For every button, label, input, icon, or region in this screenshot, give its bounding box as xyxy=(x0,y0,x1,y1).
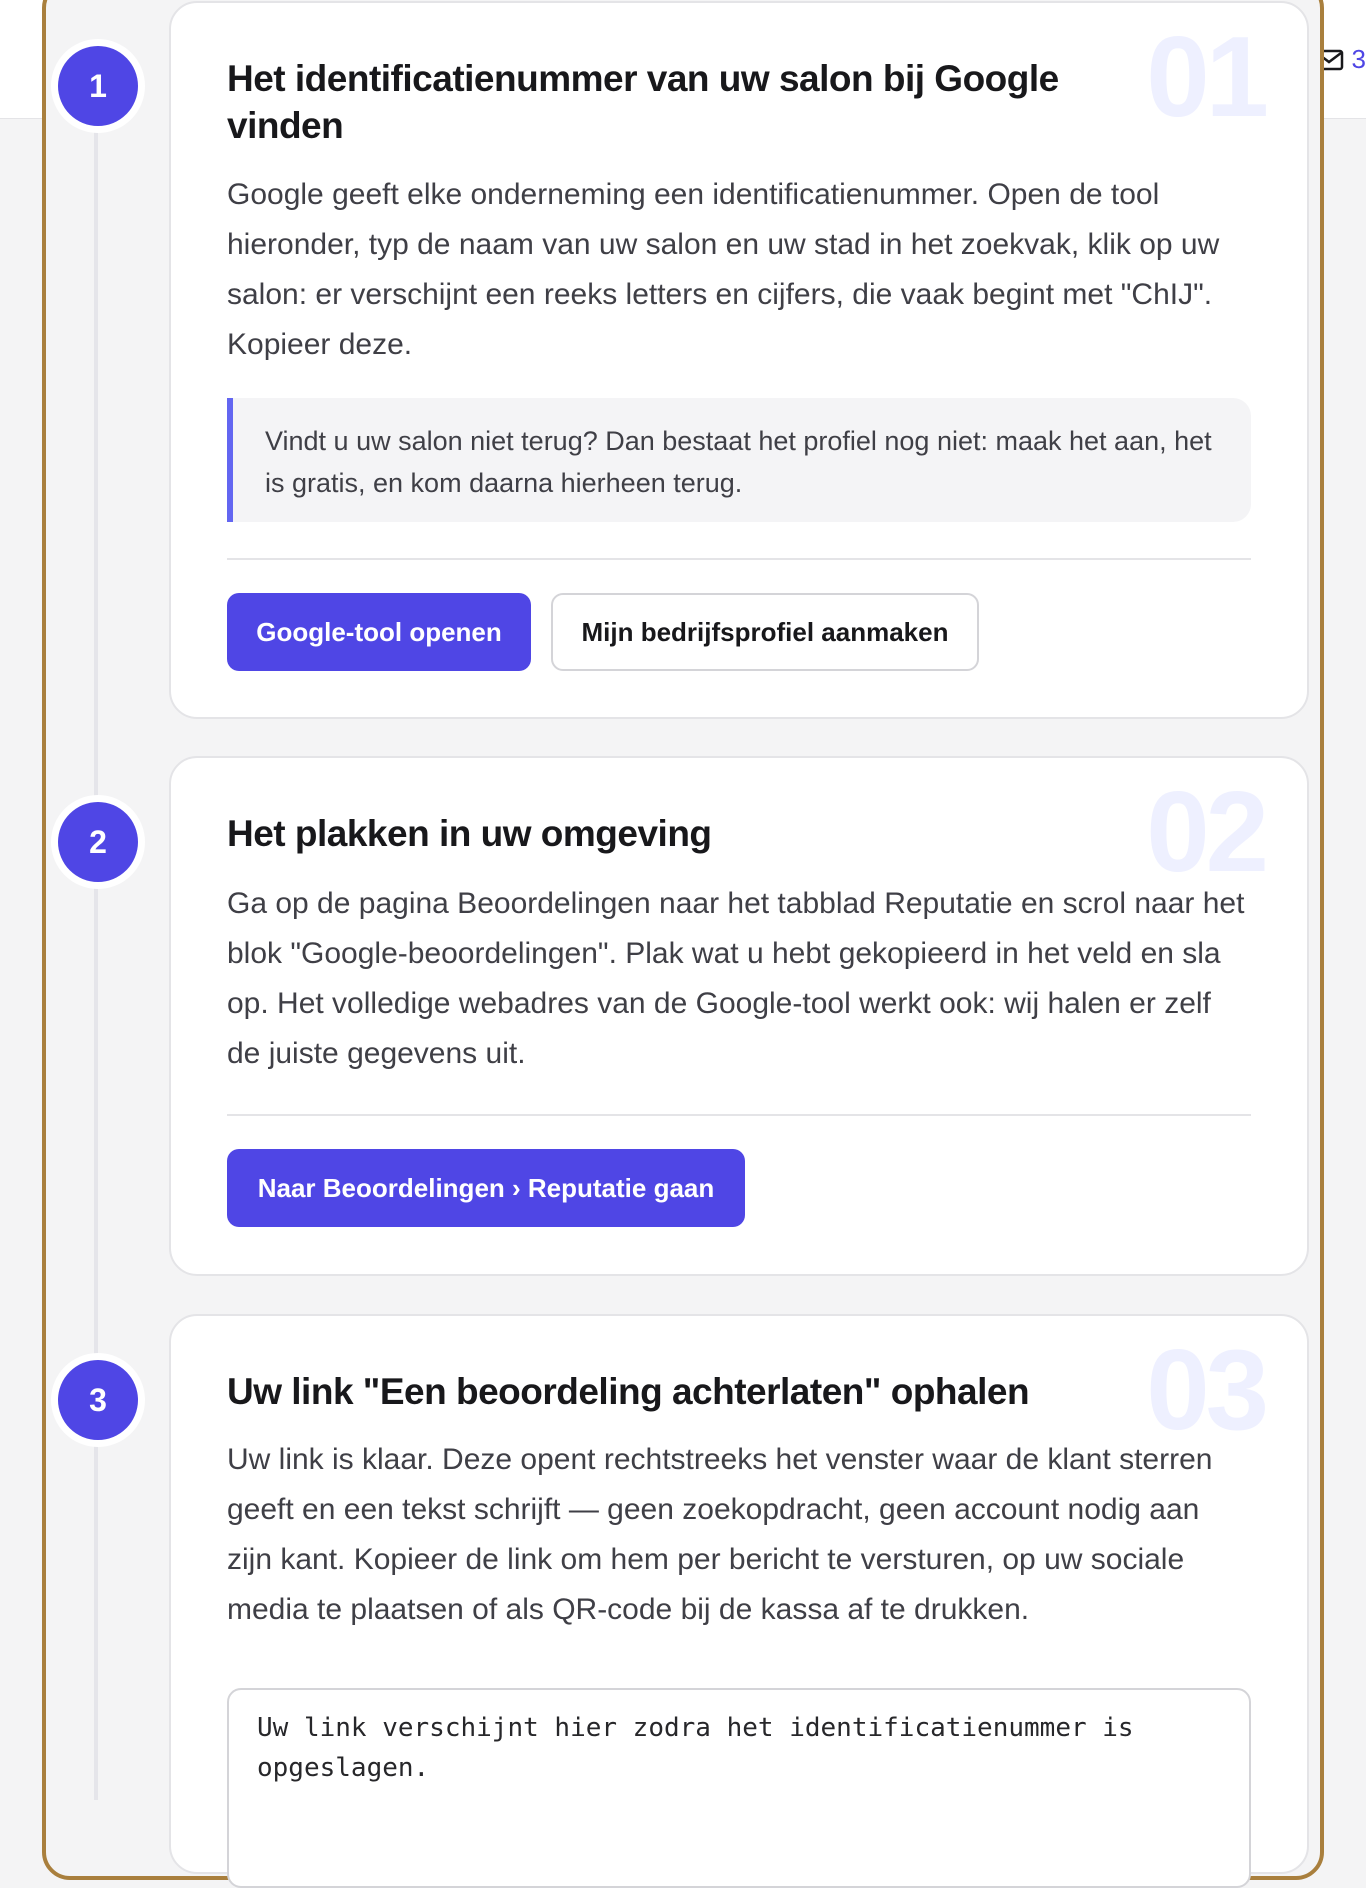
step-3-title: Uw link "Een beoordeling achterlaten" ophalen xyxy=(227,1371,1030,1412)
step-1-card xyxy=(169,1,1309,719)
timeline-line xyxy=(94,100,98,1800)
step-1-badge: 1 xyxy=(58,46,138,126)
step-1-divider xyxy=(227,558,1251,560)
step-3-card xyxy=(169,1314,1309,1874)
step-2-title: Het plakken in uw omgeving xyxy=(227,813,712,854)
review-link-box[interactable]: Uw link verschijnt hier zodra het identificatienummer is opgeslagen. xyxy=(227,1688,1251,1888)
step-3-number: 03 xyxy=(1146,1327,1265,1454)
step-1-body: Google geeft elke onderneming een identificatienummer. Open de tool hieronder, typ de naam van uw salon en uw stad in het zoekvak, klik op uw salon: er verschijnt een reeks letters en cijfers, die vaak begint met "ChIJ". Kopieer deze. xyxy=(227,178,1220,361)
step-2-divider xyxy=(227,1114,1251,1116)
step-1-title: Het identificatienummer van uw salon bij Google vinden xyxy=(227,58,1059,146)
step-1-note: Vindt u uw salon niet terug? Dan bestaat het profiel nog niet: maak het aan, het is gratis, en kom daarna hierheen terug. xyxy=(227,398,1251,522)
open-google-tool-button[interactable]: Google-tool openen xyxy=(227,593,531,671)
step-1-number: 01 xyxy=(1146,14,1265,141)
step-2-card xyxy=(169,756,1309,1276)
step-2-badge: 2 xyxy=(58,802,138,882)
go-to-reputation-button[interactable]: Naar Beoordelingen › Reputatie gaan xyxy=(227,1149,745,1227)
step-2-body: Ga op de pagina Beoordelingen naar het tabblad Reputatie en scrol naar het blok "Google-beoordelingen". Plak wat u hebt gekopieerd in het veld en sla op. Het volledige webadres van de Google-tool werkt ook: wij halen er zelf de juiste gegevens uit. xyxy=(227,887,1245,1070)
create-business-profile-button[interactable]: Mijn bedrijfsprofiel aanmaken xyxy=(551,593,979,671)
topbar-partial-text: 3 xyxy=(1351,44,1366,74)
step-3-badge: 3 xyxy=(58,1360,138,1440)
step-2-number: 02 xyxy=(1146,769,1265,896)
step-3-body: Uw link is klaar. Deze opent rechtstreeks het venster waar de klant sterren geeft en een tekst schrijft — geen zoekopdracht, geen account nodig aan zijn kant. Kopieer de link om hem per bericht te versturen, op uw sociale media te plaatsen of als QR-code bij de kassa af te drukken. xyxy=(227,1443,1213,1626)
